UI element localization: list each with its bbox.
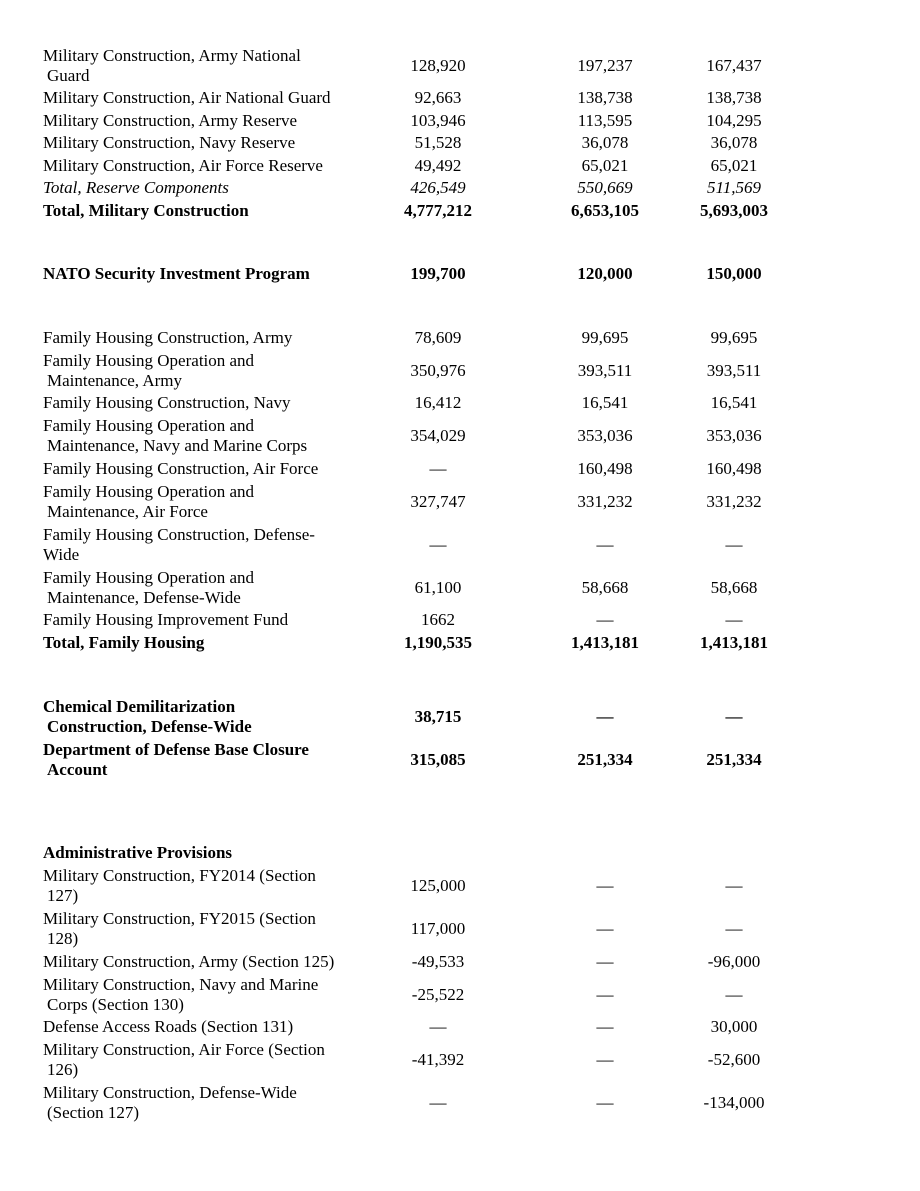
row-label-line: Military Construction, Army Reserve [43,110,298,130]
value-fy-col3: — [725,706,743,726]
value-fy-col3: — [725,984,743,1004]
row-label-line: Military Construction, Army National [43,45,301,65]
value-fy-col3: -96,000 [707,951,761,971]
value-fy-col1: 354,029 [410,426,466,445]
value-fy-col1: 350,976 [410,360,466,380]
row-label [43,459,388,479]
value-fy-col3: 251,334 [706,749,762,769]
row-label [43,482,388,522]
table-row [43,87,803,110]
value-fy-col3: — [725,534,743,554]
row-label [43,328,388,348]
value-fy-col3: -134,000 [703,1093,765,1112]
row-label [43,1040,388,1080]
value-fy-col1: 1662 [421,610,455,630]
table-row [43,349,803,392]
table-row [43,1016,803,1039]
value-fy-col1: 49,492 [414,155,462,175]
value-fy-col2: 353,036 [577,426,633,445]
row-label-line: Family Housing Improvement Fund [43,610,289,630]
value-fy-col2: 251,334 [577,749,633,769]
table-row [43,480,803,523]
value-fy-col2: 65,021 [581,155,629,175]
row-label [43,568,388,608]
appropriations-table [43,44,803,1125]
value-fy-col2: 6,653,105 [571,200,639,220]
total-row [43,200,803,223]
table-row [43,327,803,350]
value-fy-col1: 92,663 [414,88,462,108]
value-fy-col2: 113,595 [577,110,633,130]
row-label [43,909,388,949]
value-fy-col1: — [429,534,447,554]
value-fy-col3: 5,693,003 [700,200,768,220]
value-fy-col1: 103,946 [410,110,466,130]
row-label-line: Total, Reserve Components [43,178,229,198]
row-label-line: Department of Defense Base Closure [43,739,309,759]
total-row [43,738,803,781]
value-fy-col2: — [596,534,614,554]
row-label-line: Wide [43,544,80,564]
value-fy-col1: 51,528 [414,133,462,153]
value-fy-col1: 78,609 [414,327,462,347]
row-label [43,264,388,284]
row-label [43,88,388,108]
value-fy-col3: — [725,876,743,895]
row-label-line: Total, Family Housing [43,632,205,652]
row-label [43,697,388,737]
total-row [43,695,803,738]
value-fy-col1: 125,000 [410,876,466,895]
row-label [43,178,388,198]
value-fy-col3: 36,078 [710,133,758,153]
row-label [43,740,388,780]
value-fy-col1: 315,085 [410,749,466,769]
row-label [43,1083,388,1123]
value-fy-col2: — [596,876,614,895]
value-fy-col3: 58,668 [710,577,758,597]
row-label-line: Guard [47,65,90,85]
value-fy-col2: 331,232 [577,491,633,511]
value-fy-col1: — [429,1017,447,1037]
row-label [43,46,388,86]
row-label-line: Military Construction, Navy and Marine [43,974,319,994]
section-heading-label: Administrative Provisions [43,843,233,863]
row-label-line: NATO Security Investment Program [43,264,310,284]
table-row [43,132,803,155]
row-label-line: (Section 127) [47,1103,140,1122]
row-label [43,416,388,456]
row-label-line: Military Construction, Air Force (Section [43,1040,325,1059]
table-row [43,415,803,458]
row-label-line: Military Construction, FY2014 (Section [43,866,316,885]
row-label [43,393,388,413]
row-label [43,133,388,153]
value-fy-col1: — [429,1093,447,1112]
row-label-line: Family Housing Construction, Air Force [43,458,319,478]
value-fy-col1: 16,412 [414,393,462,413]
value-fy-col1: 117,000 [410,919,466,938]
table-row [43,110,803,133]
row-label [43,201,388,221]
section-spacer [43,286,803,327]
value-fy-col3: 393,511 [706,360,762,380]
table-row [43,609,803,632]
value-fy-col1: 327,747 [410,491,466,511]
row-label-line: 126) [47,1060,79,1079]
row-label-line: Maintenance, Defense-Wide [47,587,241,607]
row-label-line: Military Construction, Air Force Reserve [43,155,323,175]
value-fy-col1: 199,700 [410,264,466,284]
row-label-line: Family Housing Construction, Navy [43,393,291,413]
row-label-line: Family Housing Operation and [43,481,255,501]
value-fy-col3: 1,413,181 [700,632,768,652]
value-fy-col3: 511,569 [707,178,761,198]
row-label-line: Defense Access Roads (Section 131) [43,1017,294,1037]
row-label [43,1017,388,1037]
table-row [43,973,803,1016]
value-fy-col3: 99,695 [710,327,758,347]
value-fy-col1: 128,920 [410,55,466,75]
table-row [43,865,803,908]
value-fy-col2: 160,498 [577,458,633,478]
row-label [43,610,388,630]
value-fy-col2: — [596,1017,614,1037]
value-fy-col1: 426,549 [410,178,466,198]
value-fy-col3: — [725,610,743,630]
value-fy-col3: -52,600 [707,1050,761,1069]
row-label-line: Military Construction, Navy Reserve [43,133,296,153]
total-row [43,632,803,655]
row-label-line: Family Housing Operation and [43,350,255,370]
row-label-line: Family Housing Construction, Army [43,327,293,347]
row-label [43,975,388,1015]
value-fy-col3: — [725,919,743,938]
value-fy-col3: 138,738 [706,88,762,108]
value-fy-col2: — [596,984,614,1004]
row-label [43,351,388,391]
table-row [43,566,803,609]
value-fy-col2: 36,078 [581,133,629,153]
value-fy-col2: — [596,1050,614,1069]
value-fy-col2: 16,541 [581,393,629,413]
row-label-line: Family Housing Operation and [43,567,255,587]
value-fy-col3: 16,541 [710,393,758,413]
section-spacer [43,654,803,695]
value-fy-col1: 4,777,212 [404,200,472,220]
value-fy-col1: -41,392 [411,1050,465,1069]
row-label-line: Total, Military Construction [43,200,249,220]
value-fy-col1: -49,533 [411,951,465,971]
value-fy-col2: 99,695 [581,327,629,347]
row-label-line: Military Construction, Air National Guard [43,88,331,108]
row-label-line: Maintenance, Navy and Marine Corps [47,436,308,455]
value-fy-col1: 38,715 [414,706,462,726]
row-label [43,156,388,176]
row-label [43,633,388,653]
value-fy-col2: 58,668 [581,577,629,597]
row-label-line: Military Construction, Defense-Wide [43,1083,297,1102]
row-label-line: Military Construction, FY2015 (Section [43,909,316,928]
table-row [43,458,803,481]
value-fy-col1: -25,522 [411,984,465,1004]
row-label-line: Family Housing Construction, Defense- [43,524,315,544]
value-fy-col3: 65,021 [710,155,758,175]
row-label-line: Chemical Demilitarization [43,696,236,716]
row-label [43,866,388,906]
total-row [43,263,803,286]
value-fy-col2: — [596,1093,614,1112]
row-label-line: Maintenance, Army [47,370,183,390]
value-fy-col3: 331,232 [706,491,762,511]
row-label-line: Account [47,759,108,779]
row-label [43,525,388,565]
value-fy-col3: 150,000 [706,264,762,284]
section-spacer [43,781,803,842]
value-fy-col3: 167,437 [706,55,762,75]
value-fy-col2: — [596,951,614,971]
value-fy-col2: 138,738 [577,88,633,108]
table-row [43,155,803,178]
table-row [43,908,803,951]
table-row [43,392,803,415]
section-heading [43,842,803,865]
row-label-line: Family Housing Operation and [43,416,255,435]
row-label-line: Military Construction, Army (Section 125) [43,951,335,971]
value-fy-col2: 1,413,181 [571,632,639,652]
value-fy-col2: 197,237 [577,55,633,75]
value-fy-col1: 61,100 [414,577,462,597]
table-row [43,523,803,566]
row-label-line: Construction, Defense-Wide [47,716,252,736]
value-fy-col1: — [429,458,447,478]
row-label-line: 127) [47,886,79,905]
value-fy-col2: 120,000 [577,264,633,284]
value-fy-col2: — [596,919,614,938]
value-fy-col3: 104,295 [706,110,762,130]
value-fy-col2: 393,511 [577,360,633,380]
table-row [43,951,803,974]
value-fy-col2: — [596,706,614,726]
table-row [43,44,803,87]
value-fy-col2: — [596,610,614,630]
value-fy-col1: 1,190,535 [404,632,472,652]
table-row [43,1039,803,1082]
row-label-line: Maintenance, Air Force [47,501,208,521]
row-label-line: 128) [47,929,79,948]
row-label-line: Corps (Section 130) [47,994,184,1014]
value-fy-col3: 30,000 [710,1017,758,1037]
value-fy-col2: 550,669 [577,178,633,198]
value-fy-col3: 353,036 [706,426,762,445]
total-row [43,177,803,200]
row-label [43,952,388,972]
table-row [43,1082,803,1125]
value-fy-col3: 160,498 [706,458,762,478]
row-label [43,111,388,131]
section-spacer [43,222,803,263]
